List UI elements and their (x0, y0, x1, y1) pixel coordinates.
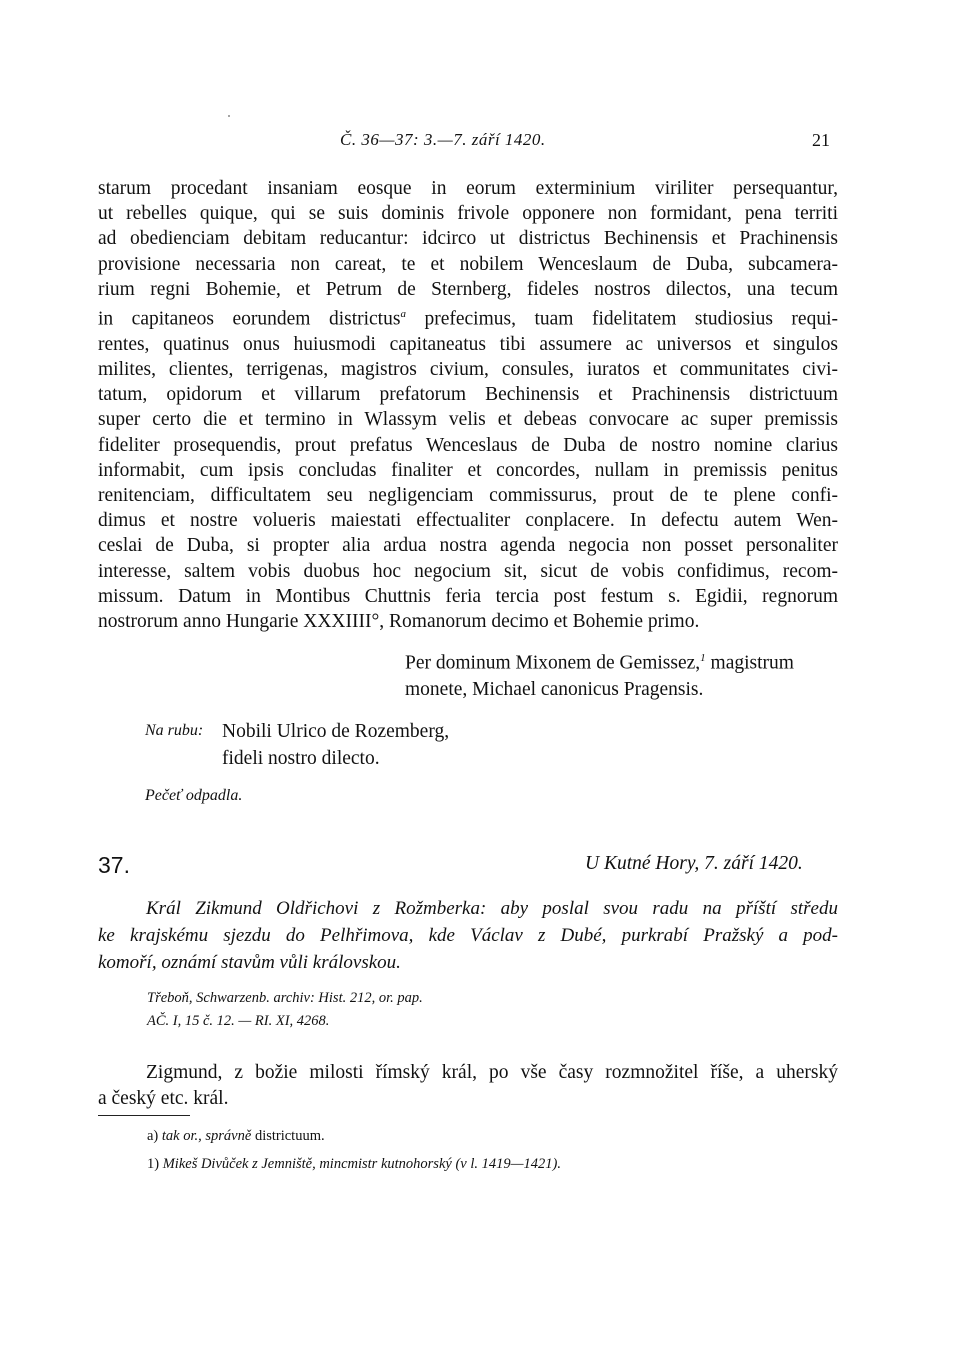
note-marker-1: 1 (700, 652, 706, 664)
body-line: milites, clientes, terrigenas, magistros civium, consules, iuratos et communitates civi- (98, 358, 838, 380)
chancery-text: Per dominum Mixonem de Gemissez, (405, 652, 701, 674)
opening-text (98, 1060, 838, 1112)
regest (98, 895, 838, 976)
footnote-1 (147, 1156, 561, 1173)
footnote-text: districtuum. (254, 1128, 325, 1144)
note-marker-a: a (400, 308, 406, 321)
chancery-line (405, 645, 794, 677)
chancery-text: magistrum (710, 652, 794, 674)
chancery-note (405, 645, 794, 703)
body-line: missum. Datum in Montibus Chuttnis feria tercia post festum s. Egidii, regnorum (98, 585, 838, 607)
body-line-part: prefecimus, tuam fidelitatem studiosius requi- (424, 308, 838, 330)
seal-note: Pečeť odpadla. (145, 787, 243, 804)
address-label: Na rubu: (145, 722, 204, 739)
place-date: U Kutné Hory, 7. září 1420. (585, 853, 803, 874)
source-line: Třeboň, Schwarzenb. archiv: Hist. 212, or. pap. (147, 990, 423, 1006)
body-line: starum procedant insaniam eosque in eorum exterminium viriliter persequantur, (98, 178, 838, 199)
body-line: ad obedienciam debitam reducantur: idcirco ut districtus Bechinensis et Prachinensis (98, 228, 838, 250)
speck-mark (228, 115, 230, 117)
address-line: Nobili Ulrico de Rozemberg, (222, 721, 450, 742)
footnote-a (147, 1128, 325, 1145)
footnote-label: 1) (147, 1156, 160, 1172)
opening-line: a český etc. král. (98, 1088, 229, 1109)
body-line: nostrorum anno Hungarie XXXIIII°, Romanorum decimo et Bohemie primo. (98, 610, 700, 632)
charter-body (98, 176, 838, 634)
body-line: provisione necessaria non careat, te et nobilem Wenceslaum de Duba, subcamera- (98, 253, 838, 275)
body-line: rentes, quatinus onus huiusmodi capitaneatus tibi assumere ac universos et singulos (98, 333, 838, 355)
page-number: 21 (812, 130, 830, 150)
regest-line: ke krajskému sjezdu do Pelhřimova, kde Václav z Dubé, purkrabí Pražský a pod- (98, 925, 838, 946)
body-line: super certo die et termino in Wlassym velis et debeas convocare ac super premissis (98, 409, 838, 431)
regest-line: komoří, oznámí stavům vůli královskou. (98, 952, 401, 973)
running-header: Č. 36—37: 3.—7. září 1420. (340, 130, 546, 149)
address-line: fideli nostro dilecto. (222, 748, 380, 769)
address-block (222, 718, 449, 772)
body-line: renitenciam, difficultatem seu negligenciam commissurus, prout de te plene confi- (98, 484, 838, 506)
body-line: ut rebelles quique, qui se suis dominis frivole opponere non formidant, pena territi (98, 203, 838, 225)
body-line: rium regni Bohemie, et Petrum de Sternberg, fideles nostros dilectos, una tecum (98, 278, 838, 300)
footnote-italic: tak or., správně (161, 1128, 252, 1144)
body-line: ceslai de Duba, si propter alia ardua nostra agenda negocia non posset personaliter (98, 535, 838, 557)
footnote-text: Mikeš Divůček z Jemniště, mincmistr kutnohorský (v l. 1419—1421). (162, 1156, 561, 1172)
body-line: tatum, opidorum et villarum prefatorum Bechinensis et Prachinensis districtuum (98, 384, 838, 406)
body-line-with-note (98, 302, 838, 332)
body-line: informabit, cum ipsis concludas finaliter et concordes, nullam in premissis penitus (98, 459, 838, 481)
source-line: AČ. I, 15 č. 12. — RI. XI, 4268. (147, 1013, 330, 1029)
body-line-part: in capitaneos eorundem districtus (98, 308, 401, 330)
chancery-line: monete, Michael canonicus Pragensis. (405, 678, 704, 700)
body-line: dimus et nostre volueris maiestati effectualiter conplacere. In defectu autem Wen- (98, 510, 838, 532)
body-line: interesse, saltem vobis duobus hoc negocium sit, sicut de vobis confidimus, recom- (98, 560, 838, 582)
source-note (147, 987, 423, 1033)
body-line: fideliter prosequendis, prout prefatus Wenceslaus de Duba de nostro nomine clarius (98, 434, 838, 456)
footnote-label: a) (147, 1128, 159, 1144)
opening-line: Zigmund, z božie milosti římský král, po vše časy rozmnožitel říše, a uherský (146, 1062, 838, 1083)
document-number: 37. (98, 852, 130, 878)
regest-line: Král Zikmund Oldřichovi z Rožmberka: aby poslal svou radu na příští středu (146, 898, 838, 919)
footnote-divider (98, 1115, 190, 1116)
